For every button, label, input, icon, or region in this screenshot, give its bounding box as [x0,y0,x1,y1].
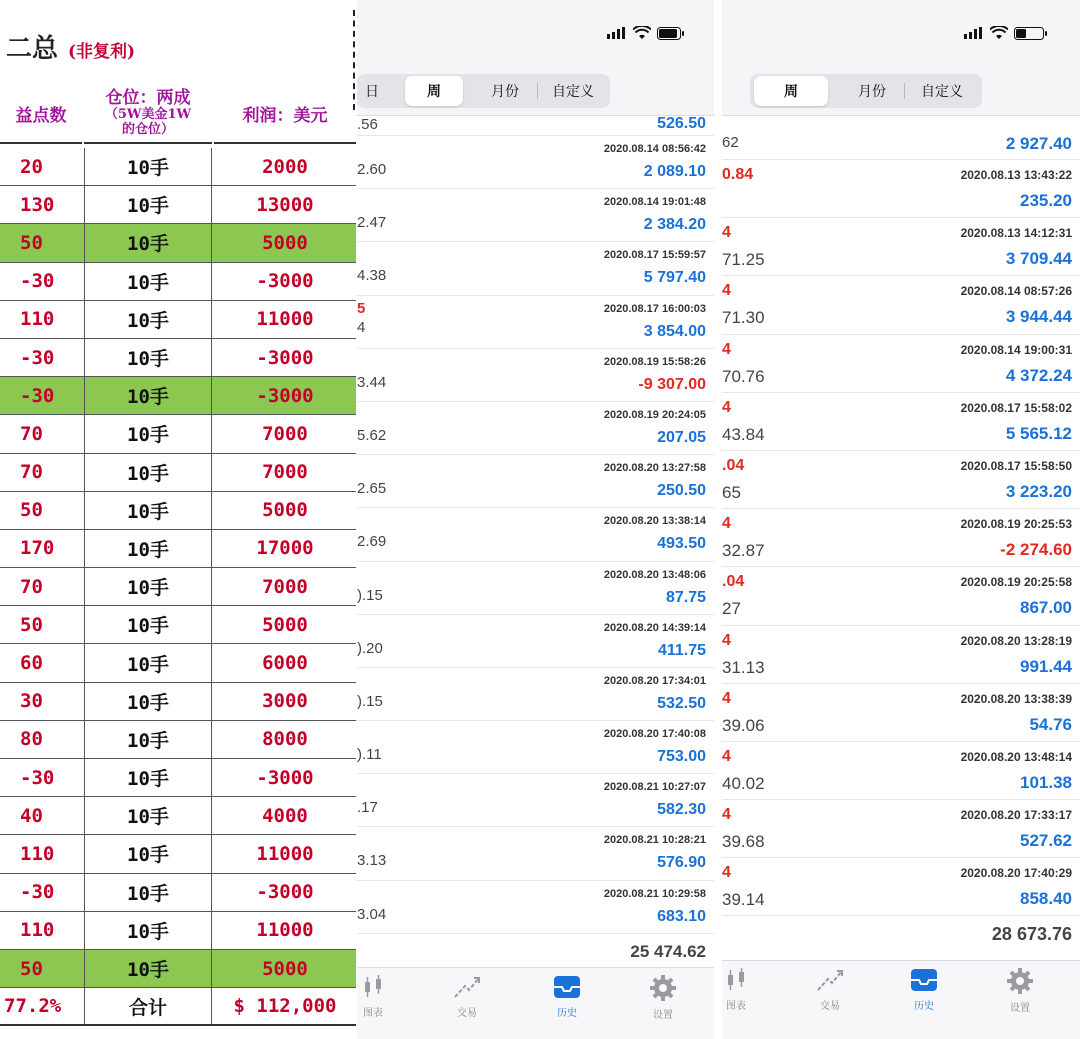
list-item[interactable] [722,509,1080,567]
deal-list [357,116,714,962]
list-item[interactable] [357,774,714,827]
cell-profit: 11000 [256,919,314,942]
deal-date: 2020.08.20 17:40:08 [603,728,706,741]
total-profit: $ 112,000 [233,995,337,1018]
table-row [0,874,356,912]
cell-profit: 6000 [262,652,308,675]
cell-profit: 2000 [262,155,308,178]
deal-date: 2020.08.14 08:57:26 [960,284,1072,299]
cell-lots: 10手 [84,683,212,720]
list-item[interactable] [357,668,714,721]
tab-custom[interactable]: 自定义 [552,84,594,100]
nav-chart-label: 图表 [726,1001,746,1012]
list-item[interactable] [357,615,714,668]
cell-points: 70 [20,575,43,598]
nav-history-label: 历史 [557,1008,577,1019]
signal-icon [607,27,627,39]
cell-lots: 10手 [84,530,212,567]
cell-points: 40 [20,804,43,827]
history-inbox-icon [909,967,939,993]
deal-left-fragment: 3.44 [357,373,387,391]
table-row [0,568,356,606]
nav-history[interactable] [894,967,954,1012]
cell-points: 50 [20,499,43,522]
cell-points: -30 [20,881,55,904]
cell-lots: 10手 [84,492,212,529]
deal-left-fragment: 27 [722,599,741,619]
cell-profit: 11000 [256,308,314,331]
table-row [0,454,356,492]
deal-date: 2020.08.17 16:00:03 [603,302,706,315]
cell-points: 70 [20,422,43,445]
deal-symbol-fragment: 4 [722,398,731,416]
deal-symbol-fragment: 5 [357,299,366,317]
cell-profit: -3000 [256,346,314,369]
cell-lots: 10手 [84,644,212,681]
profit-summary-sheet [0,0,356,1039]
deal-amount: 101.38 [1020,772,1072,792]
cell-lots: 10手 [84,224,212,261]
sheet-title [6,28,135,68]
nav-settings-label: 设置 [653,1010,673,1021]
deal-date: 2020.08.20 17:34:01 [603,674,706,687]
deal-symbol-fragment: 0.84 [722,166,754,183]
deal-date: 2020.08.17 15:59:57 [603,249,706,262]
deal-amount: 991.44 [1020,656,1072,676]
cell-profit: 3000 [262,690,308,713]
deal-date: 2020.08.20 17:33:17 [960,808,1072,823]
deal-date: 2020.08.19 15:58:26 [603,355,706,368]
deal-symbol-fragment: 4 [722,747,731,765]
list-item[interactable] [722,393,1080,451]
nav-history-label: 历史 [914,1001,934,1012]
deal-amount: -2 274.60 [1000,540,1072,560]
deal-amount: 3 709.44 [1005,249,1072,269]
list-item[interactable] [357,881,714,934]
deal-left-fragment: 71.30 [722,308,765,328]
deal-left-fragment: 40.02 [722,773,765,793]
deal-date: 2020.08.17 15:58:02 [960,400,1072,415]
cell-points: -30 [20,270,55,293]
cell-points: 30 [20,690,43,713]
cell-points: -30 [20,384,55,407]
deal-date: 2020.08.20 13:38:14 [603,515,706,528]
deal-date: 2020.08.20 13:48:06 [603,568,706,581]
deal-date: 2020.08.20 13:38:39 [960,691,1072,706]
list-item[interactable] [357,136,714,189]
deal-symbol-fragment: 4 [722,631,731,649]
deal-symbol-fragment: 4 [722,282,731,300]
bottom-nav [357,967,714,1039]
cell-points: 50 [20,613,43,636]
status-icons [607,26,685,40]
deal-symbol-fragment: .04 [722,573,745,591]
cell-profit: 8000 [262,728,308,751]
cell-points: 50 [20,231,43,254]
deal-amount: 4 372.24 [1005,365,1072,385]
deal-amount: 2 089.10 [643,163,706,180]
cell-profit: 17000 [256,537,314,560]
nav-trade[interactable] [437,974,497,1019]
deal-symbol-fragment: 4 [722,806,731,824]
cell-lots: 10手 [84,835,212,872]
deal-left-fragment: ).11 [357,746,382,764]
deal-amount: 250.50 [657,482,706,500]
deal-left-fragment: 62 [722,134,739,151]
table-row [0,339,356,377]
table-row [0,377,356,415]
table-row [0,835,356,873]
deal-left-fragment: 4 [357,318,366,336]
list-item[interactable] [357,296,714,349]
tab-day[interactable]: 日 [365,84,379,100]
header-profit: 利润：美元 [214,84,356,144]
list-item[interactable] [357,721,714,774]
cell-lots: 10手 [84,950,212,987]
deal-left-fragment: ).15 [357,692,383,710]
deal-date: 2020.08.19 20:25:58 [960,575,1072,590]
cell-points: 170 [20,537,55,560]
table-row [0,530,356,568]
deal-amount: 3 944.44 [1005,307,1072,327]
deal-date: 2020.08.14 08:56:42 [603,143,706,155]
cell-profit: -3000 [256,270,314,293]
signal-icon [964,27,984,39]
list-item[interactable] [722,567,1080,625]
cell-points: 80 [20,728,43,751]
list-item[interactable] [357,562,714,615]
deal-left-fragment: 65 [722,482,741,502]
cell-lots: 10手 [84,454,212,491]
list-item[interactable] [722,684,1080,742]
deal-amount: 87.75 [665,588,706,606]
deal-amount: 493.50 [657,535,706,553]
tab-month[interactable]: 月份 [858,84,886,100]
table-row [0,759,356,797]
list-item[interactable] [357,189,714,242]
table-row [0,148,356,186]
deal-amount: 2 927.40 [1005,134,1072,153]
cell-profit: 7000 [262,461,308,484]
deal-amount: 582.30 [657,801,706,819]
nav-history[interactable] [537,974,597,1019]
chart-icon [360,974,386,1000]
table-row [0,606,356,644]
cell-points: 60 [20,652,43,675]
list-item-partial[interactable] [722,128,1080,160]
table-row [0,644,356,682]
nav-chart[interactable] [357,974,403,1019]
deal-amount: 527.62 [1020,831,1072,851]
cell-points: 110 [20,308,55,331]
list-item[interactable] [357,242,714,295]
cell-profit: -3000 [256,881,314,904]
history-total: 25 474.62 [630,941,706,961]
cell-points: -30 [20,346,55,369]
deal-amount: 207.05 [657,428,706,446]
deal-left-fragment: 2.69 [357,533,387,551]
deal-left-fragment: 5.62 [357,426,387,444]
cell-lots: 10手 [84,339,212,376]
tab-month[interactable]: 月份 [491,84,519,100]
cell-profit: -3000 [256,766,314,789]
cell-lots: 10手 [84,606,212,643]
list-item[interactable] [357,402,714,455]
nav-chart[interactable] [722,967,766,1012]
tab-divider [537,83,538,99]
deal-amount: 858.40 [1020,889,1072,909]
table-row [0,683,356,721]
list-item[interactable] [722,626,1080,684]
deal-date: 2020.08.21 10:28:21 [603,834,706,847]
sheet-title-main: 二总 [6,34,59,64]
table-row [0,912,356,950]
deal-left-fragment: 2.47 [357,214,387,232]
cell-profit: 4000 [262,804,308,827]
deal-amount: 526.50 [657,115,706,132]
nav-settings[interactable] [633,974,693,1021]
tab-week[interactable]: 周 [754,76,828,106]
cell-profit: 7000 [262,422,308,445]
nav-settings[interactable] [990,967,1050,1014]
table-row [0,797,356,835]
deal-left-fragment: .56 [357,116,378,133]
cell-profit: 5000 [262,957,308,980]
cell-profit: 5000 [262,231,308,254]
deal-date: 2020.08.20 13:48:14 [960,749,1072,764]
cell-points: 20 [20,155,43,178]
trade-icon [452,974,482,1000]
cell-lots: 10手 [84,263,212,300]
list-item[interactable] [722,218,1080,276]
battery-icon [657,27,685,40]
deal-date: 2020.08.13 13:43:22 [960,168,1072,182]
total-label: 合计 [84,988,212,1024]
list-item[interactable] [722,451,1080,509]
table-row [0,721,356,759]
gear-icon [649,974,677,1002]
header-position-line1: 仓位：两成 [105,87,191,108]
deal-date: 2020.08.19 20:25:53 [960,517,1072,532]
trade-icon [815,967,845,993]
cell-points: 110 [20,919,55,942]
deal-amount: -9 307.00 [638,375,706,393]
deal-symbol-fragment: 4 [722,224,731,242]
cell-points: 110 [20,842,55,865]
list-item[interactable] [722,800,1080,858]
deal-symbol-fragment: 4 [722,689,731,707]
deal-left-fragment: 2.60 [357,161,387,178]
deal-left-fragment: ).20 [357,639,383,657]
list-item[interactable] [357,827,714,880]
deal-amount: 54.76 [1029,714,1072,734]
chart-icon [723,967,749,993]
cell-profit: 7000 [262,575,308,598]
history-total: 28 673.76 [991,924,1072,945]
deal-date: 2020.08.20 14:39:14 [603,621,706,634]
cell-lots: 10手 [84,301,212,338]
nav-settings-label: 设置 [1010,1003,1030,1014]
deal-date: 2020.08.21 10:27:07 [603,781,706,794]
deal-amount: 753.00 [657,748,706,766]
nav-trade[interactable] [800,967,860,1012]
cell-points: 130 [20,193,55,216]
list-item[interactable] [722,276,1080,334]
deal-amount: 867.00 [1020,598,1072,618]
list-item-partial[interactable] [357,116,714,136]
deal-left-fragment: 3.04 [357,905,387,923]
deal-amount: 532.50 [657,694,706,712]
deal-amount: 2 384.20 [643,216,706,234]
table-row [0,301,356,339]
nav-trade-label: 交易 [820,1001,840,1012]
tab-divider [904,83,905,99]
deal-date: 2020.08.21 10:29:58 [603,887,706,900]
cell-profit: 5000 [262,499,308,522]
deal-symbol-fragment: 4 [722,515,731,533]
tab-custom[interactable]: 自定义 [921,84,963,100]
cell-profit: 13000 [256,193,314,216]
deal-amount: 5 797.40 [643,269,706,287]
nav-trade-label: 交易 [457,1008,477,1019]
list-item[interactable] [722,858,1080,916]
deal-amount: 3 854.00 [643,322,706,340]
cell-profit: 11000 [256,842,314,865]
deal-date: 2020.08.14 19:00:31 [960,342,1072,357]
deal-date: 2020.08.20 13:27:58 [603,462,706,475]
deal-date: 2020.08.13 14:12:31 [960,226,1072,241]
deal-left-fragment: ).15 [357,586,383,604]
cell-lots: 10手 [84,148,212,185]
cell-lots: 10手 [84,415,212,452]
deal-list [722,128,1080,945]
table-row [0,950,356,988]
trade-history-screen-1 [357,0,714,1039]
cell-lots: 10手 [84,568,212,605]
deal-date: 2020.08.14 19:01:48 [603,196,706,209]
period-segmented-control [750,74,982,108]
deal-left-fragment: 39.68 [722,832,765,852]
table-row [0,224,356,262]
trade-history-screen-2 [722,0,1080,1039]
header-position-line2: （5W美金1W [104,106,192,122]
nav-chart-label: 图表 [363,1008,383,1019]
deal-amount: 683.10 [657,907,706,925]
header-position-line3: 的仓位） [121,121,174,137]
list-item[interactable] [722,160,1080,218]
cell-lots: 10手 [84,797,212,834]
sheet-title-sub: (非复利) [68,42,136,62]
cell-lots: 10手 [84,721,212,758]
list-item[interactable] [357,455,714,508]
cell-lots: 10手 [84,759,212,796]
deal-symbol-fragment: 4 [722,864,731,882]
deal-amount: 576.90 [657,854,706,872]
deal-amount: 3 223.20 [1005,481,1072,501]
deal-date: 2020.08.17 15:58:50 [960,458,1072,473]
deal-left-fragment: 31.13 [722,657,765,677]
period-segmented-control [357,74,610,108]
tab-week[interactable]: 周 [405,76,463,106]
cell-profit: -3000 [256,384,314,407]
status-icons [964,26,1048,40]
list-item[interactable] [357,508,714,561]
cell-lots: 10手 [84,377,212,414]
deal-left-fragment: 4.38 [357,267,387,285]
deal-date: 2020.08.20 17:40:29 [960,866,1072,881]
table-row [0,263,356,301]
cell-lots: 10手 [84,912,212,949]
deal-left-fragment: 43.84 [722,424,765,444]
deal-left-fragment: 3.13 [357,852,387,870]
cell-points: -30 [20,766,55,789]
cell-points: 70 [20,461,43,484]
deal-amount: 5 565.12 [1005,423,1072,443]
table-row [0,415,356,453]
list-item[interactable] [357,349,714,402]
deal-left-fragment: 70.76 [722,366,765,386]
bottom-nav [722,960,1080,1039]
deal-amount: 411.75 [657,641,706,659]
wifi-icon [633,26,651,40]
gear-icon [1006,967,1034,995]
deal-left-fragment: 2.65 [357,480,387,498]
header-position [84,84,212,144]
history-inbox-icon [552,974,582,1000]
cell-lots: 10手 [84,874,212,911]
cell-lots: 10手 [84,186,212,223]
list-item[interactable] [722,335,1080,393]
list-item[interactable] [722,742,1080,800]
deal-date: 2020.08.19 20:24:05 [603,408,706,421]
deal-symbol-fragment: 4 [722,340,731,358]
total-row [0,988,356,1026]
table-row [0,186,356,224]
wifi-icon [990,26,1008,40]
sheet-rows [0,148,356,1026]
period-tabs [722,66,1080,116]
table-row [0,492,356,530]
deal-amount: 235.20 [1020,191,1072,210]
deal-left-fragment: 32.87 [722,541,765,561]
total-points: 77.2% [4,995,62,1018]
cell-profit: 5000 [262,613,308,636]
deal-symbol-fragment: .04 [722,456,745,474]
deal-date: 2020.08.20 13:28:19 [960,633,1072,648]
period-tabs [357,66,714,116]
deal-left-fragment: 71.25 [722,250,765,270]
deal-left-fragment: 39.06 [722,715,765,735]
battery-icon [1014,27,1048,40]
deal-left-fragment: .17 [357,799,378,817]
cell-points: 50 [20,957,43,980]
deal-left-fragment: 39.14 [722,890,765,910]
header-points: 益点数 [0,84,82,144]
